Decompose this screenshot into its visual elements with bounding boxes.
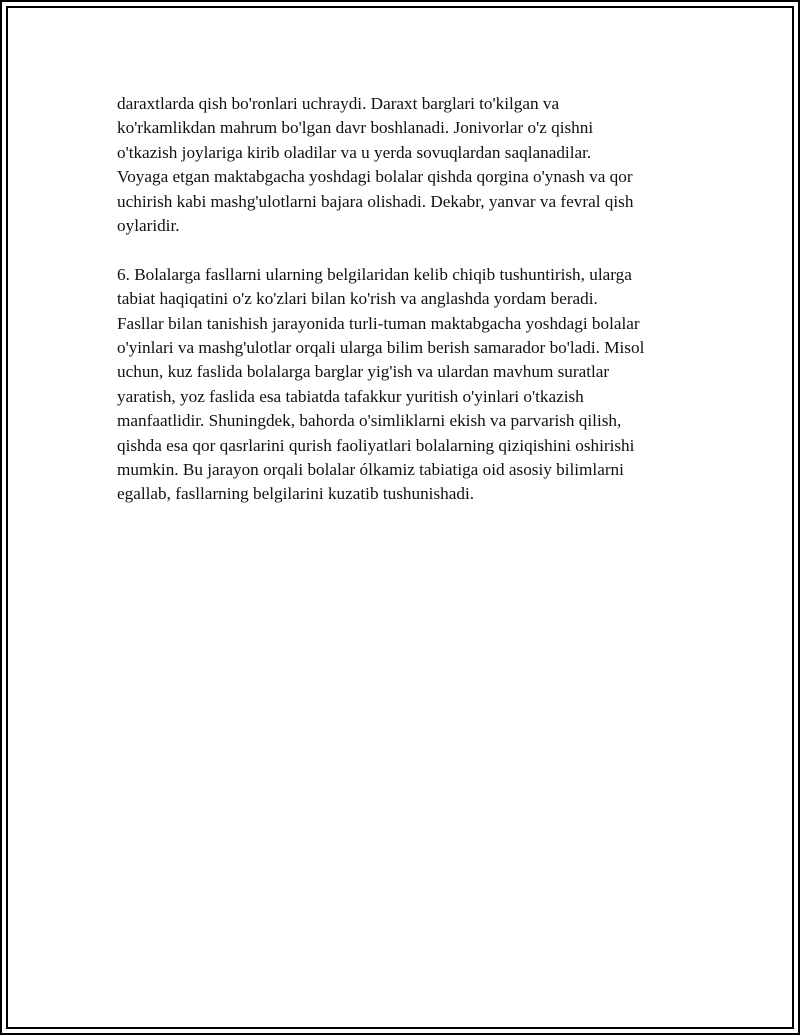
text-line: o'yinlari va mashg'ulotlar orqali ularga bilim berish samarador bo'ladi. Misol <box>117 338 645 358</box>
document-body <box>117 92 707 507</box>
text-line: qishda esa qor qasrlarini qurish faoliyatlari bolalarning qiziqishini oshirishi <box>117 435 635 455</box>
text-line: ko'rkamlikdan mahrum bo'lgan davr boshlanadi. Jonivorlar o'z qishni <box>117 118 594 138</box>
text-line: o'tkazish joylariga kirib oladilar va u yerda sovuqlardan saqlanadilar. <box>117 142 592 162</box>
text-line: manfaatlidir. Shuningdek, bahorda o'simliklarni ekish va parvarish qilish, <box>117 411 622 431</box>
text-line: Fasllar bilan tanishish jarayonida turli-tuman maktabgacha yoshdagi bolalar <box>117 313 640 333</box>
paragraph-winter <box>117 92 707 238</box>
text-line: egallab, fasllarning belgilarini kuzatib tushunishadi. <box>117 484 475 504</box>
paragraph-spacer <box>117 238 707 262</box>
text-line: yaratish, yoz faslida esa tabiatda tafakkur yuritish o'yinlari o'tkazish <box>117 386 584 406</box>
text-line: Voyaga etgan maktabgacha yoshdagi bolalar qishda qorgina o'ynash va qor <box>117 167 633 187</box>
text-line: daraxtlarda qish bo'ronlari uchraydi. Daraxt barglari to'kilgan va <box>117 94 560 113</box>
text-line: 6. Bolalarga fasllarni ularning belgilaridan kelib chiqib tushuntirish, ularga <box>117 264 632 284</box>
text-line: uchirish kabi mashg'ulotlarni bajara olishadi. Dekabr, yanvar va fevral qish <box>117 191 634 211</box>
text-line: mumkin. Bu jarayon orqali bolalar ólkamiz tabiatiga oid asosiy bilimlarni <box>117 460 624 480</box>
text-line: uchun, kuz faslida bolalarga barglar yig'ish va ulardan mavhum suratlar <box>117 362 610 382</box>
paragraph-seasons-explanation <box>117 263 707 507</box>
text-line: oylaridir. <box>117 216 180 236</box>
text-line: tabiat haqiqatini o'z ko'zlari bilan ko'rish va anglashda yordam beradi. <box>117 289 598 309</box>
